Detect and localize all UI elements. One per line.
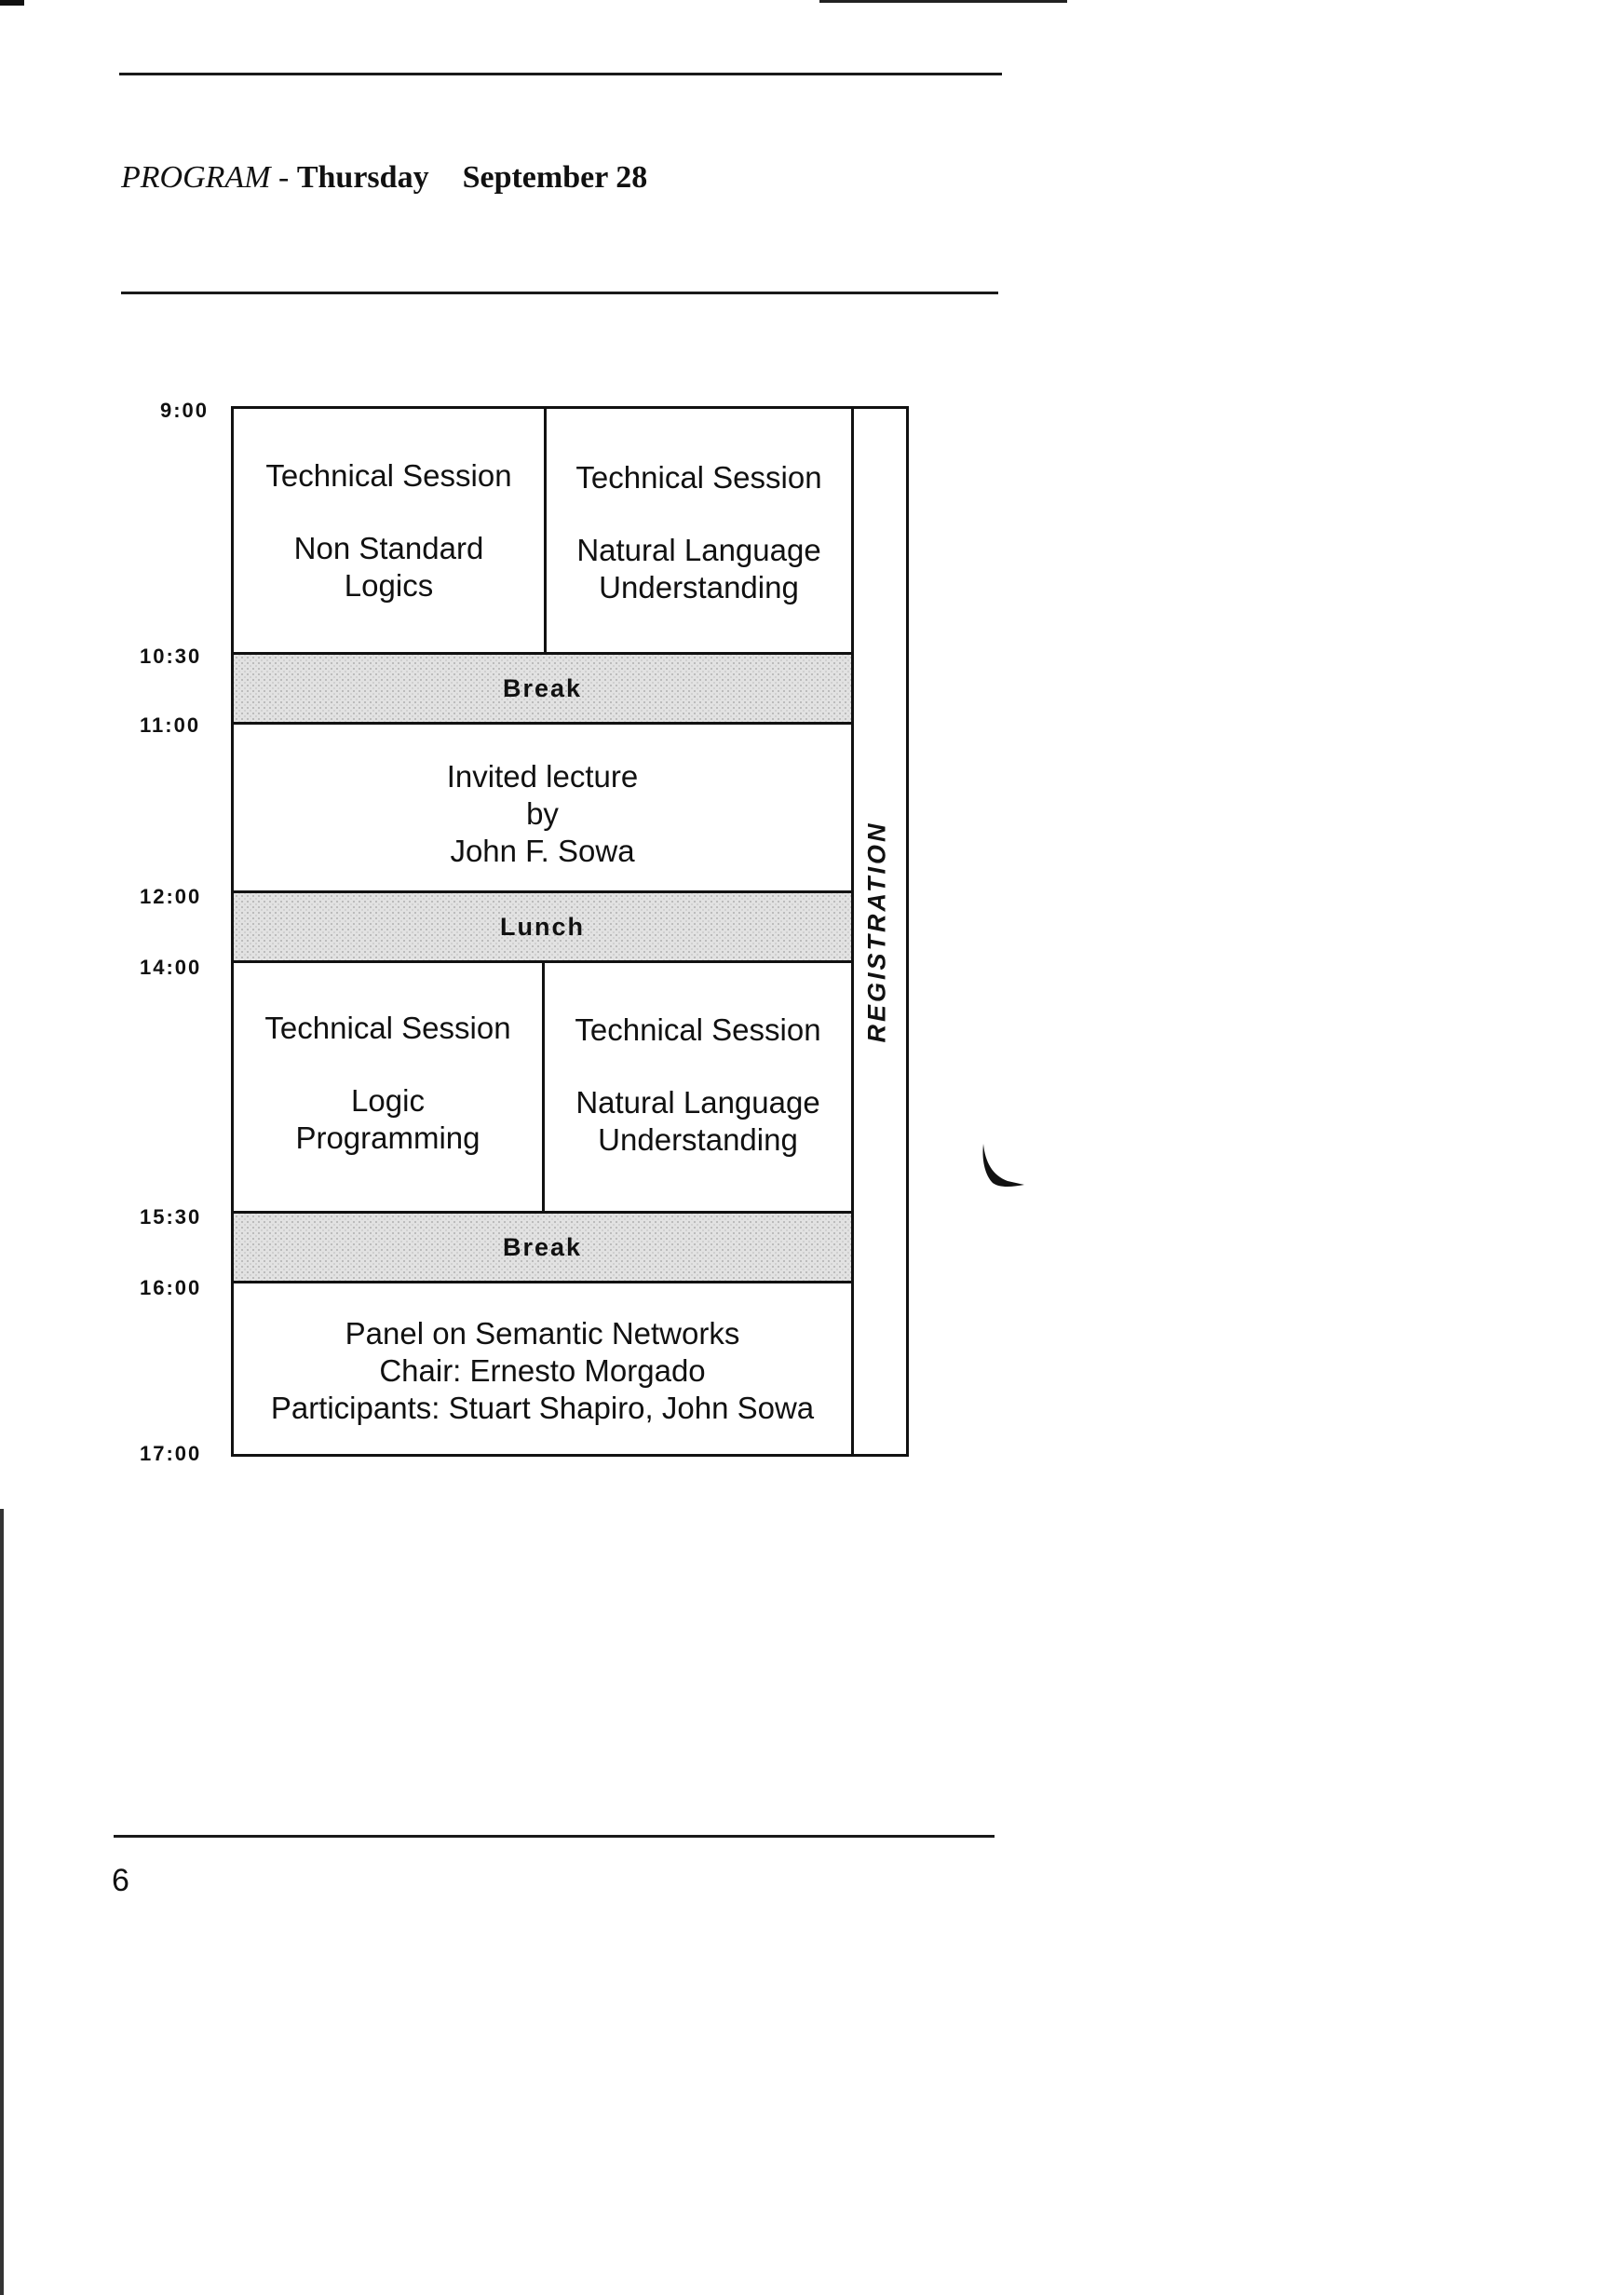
time-label: 11:00 [140,713,201,737]
session-topic-line1: Natural Language [576,533,821,567]
session-topic-line1: Logic [351,1083,425,1118]
time-label: 15:30 [140,1205,202,1229]
header-bottom-rule [121,292,998,294]
time-label: 16:00 [140,1276,202,1299]
break-band: Break [234,655,851,722]
panel-line1: Panel on Semantic Networks [345,1316,740,1351]
session-topic-line1: Natural Language [575,1085,820,1120]
session-morning-right [547,409,851,655]
session-title: Technical Session [575,460,822,495]
lunch-band: Lunch [234,893,851,960]
session-morning-left [234,409,544,655]
session-topic-line2: Logics [344,568,434,603]
session-topic-line1: Non Standard [293,531,484,565]
session-topic-line2: Programming [295,1120,480,1155]
time-label: 9:00 [160,399,210,422]
session-topic-line2: Understanding [599,570,799,604]
scan-mark-top-right [819,0,1067,3]
time-label: 14:00 [140,956,202,979]
schedule-grid [231,406,909,1457]
time-label: 12:00 [140,885,202,908]
session-afternoon-left [234,963,542,1211]
footer-rule [114,1835,995,1838]
time-label: 17:00 [140,1442,202,1465]
invited-lecture [234,725,851,890]
session-title: Technical Session [265,458,512,493]
header-top-rule [119,73,1002,75]
scan-edge-left [0,1509,4,2295]
header-day: Thursday [296,160,429,195]
panel-session [234,1283,851,1454]
panel-line2: Chair: Ernesto Morgado [379,1353,706,1388]
pen-mark [976,1138,1028,1194]
session-title: Technical Session [575,1012,821,1047]
page-number: 6 [112,1863,129,1898]
lecture-line1: Invited lecture [446,759,639,794]
page-header [121,160,647,196]
break-band: Break [234,1214,851,1281]
registration-column [848,406,906,1457]
session-afternoon-right [545,963,851,1211]
registration-label: REGISTRATION [862,821,891,1042]
panel-line3: Participants: Stuart Shapiro, John Sowa [270,1391,815,1425]
header-separator: - [270,160,297,195]
lecture-line2: by [526,796,559,831]
lecture-line3: John F. Sowa [450,834,635,868]
scan-mark-top-left [0,0,24,6]
header-program: PROGRAM [121,160,271,195]
header-date: September 28 [462,160,648,195]
time-label: 10:30 [140,645,202,668]
session-title: Technical Session [264,1011,511,1045]
session-topic-line2: Understanding [598,1122,798,1157]
